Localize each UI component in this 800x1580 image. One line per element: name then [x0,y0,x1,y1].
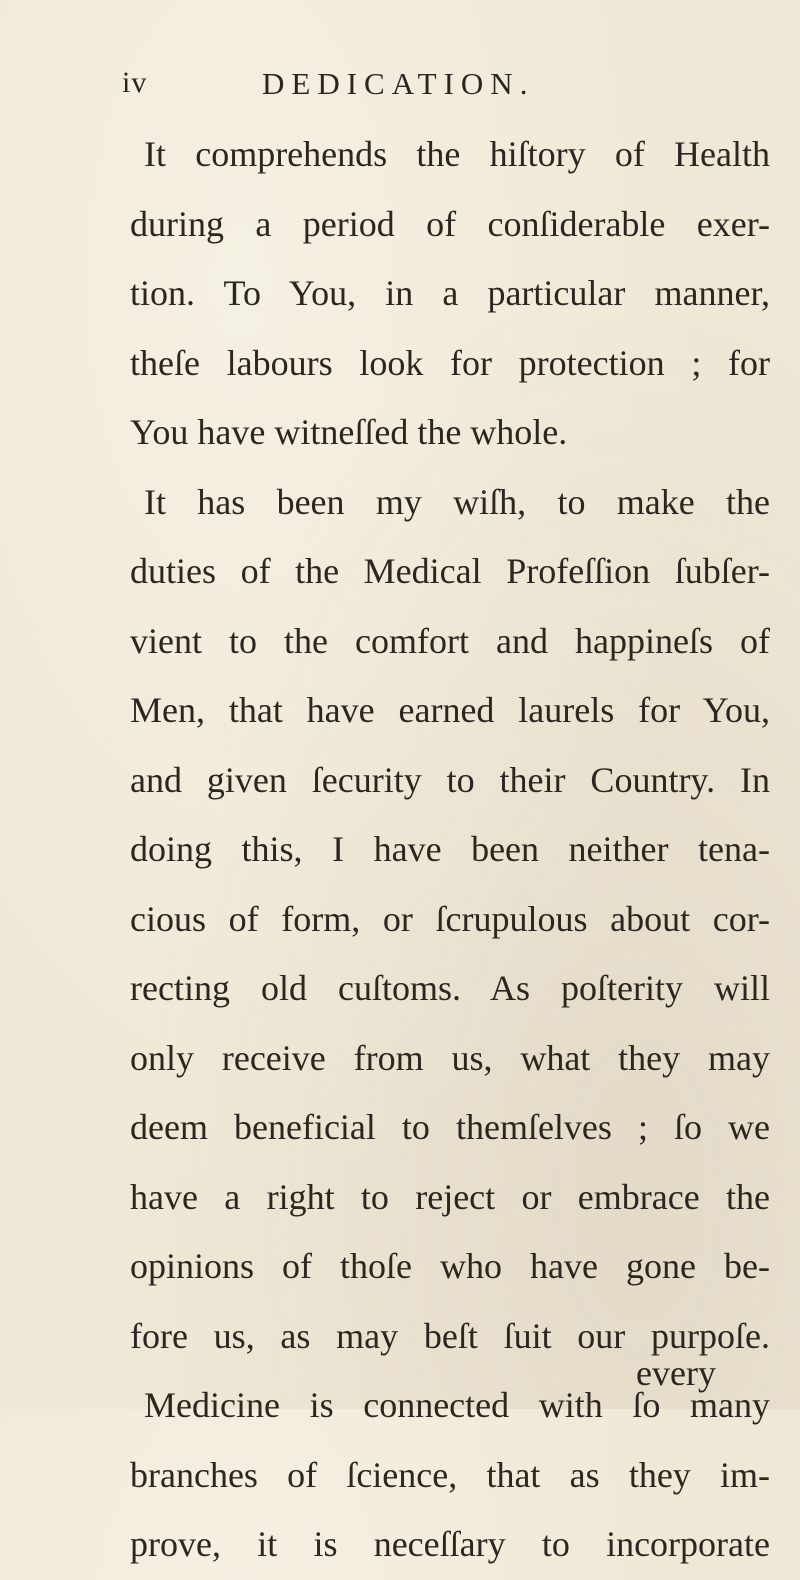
text-line: duties of the Medical Profeſſion ſubſer- [130,551,770,591]
text-line: opinions of thoſe who have gone be- [130,1246,770,1286]
text-line: vient to the comfort and happineſs of [130,620,770,661]
page-number: iv [122,66,148,99]
catchword: every [636,1353,716,1393]
text-line: branches of ſcience, that as they im- [130,1454,770,1495]
text-line: deem beneficial to themſelves ; ſo we [130,1107,770,1147]
text-line: during a period of conſiderable exer- [130,203,770,244]
text-line: doing this, I have been neither tena- [130,829,770,869]
text-line: recting old cuſtoms. As poſterity will [130,968,770,1008]
text-line: Medicine is connected with ſo many [144,1385,770,1425]
text-line: have a right to reject or embrace the [130,1176,770,1217]
text-line: only receive from us, what they may [130,1037,770,1078]
page-header [0,66,800,106]
text-line: cious of form, or ſcrupulous about cor- [130,898,770,939]
running-head: DEDICATION. [262,66,535,101]
text-line: fore us, as may beſt ſuit our purpoſe. [130,1315,770,1356]
text-line: prove, it is neceſſary to incorporate [130,1524,770,1564]
text-line: It comprehends the hiſtory of Health [144,134,770,174]
text-line: theſe labours look for protection ; for [130,342,770,383]
text-line: It has been my wiſh, to make the [144,481,770,522]
text-line: You have witneſſed the whole. [130,412,568,452]
text-line: and given ſecurity to their Country. In [130,759,770,800]
text-line: Men, that have earned laurels for You, [130,690,770,730]
text-line: tion. To You, in a particular manner, [130,273,770,313]
